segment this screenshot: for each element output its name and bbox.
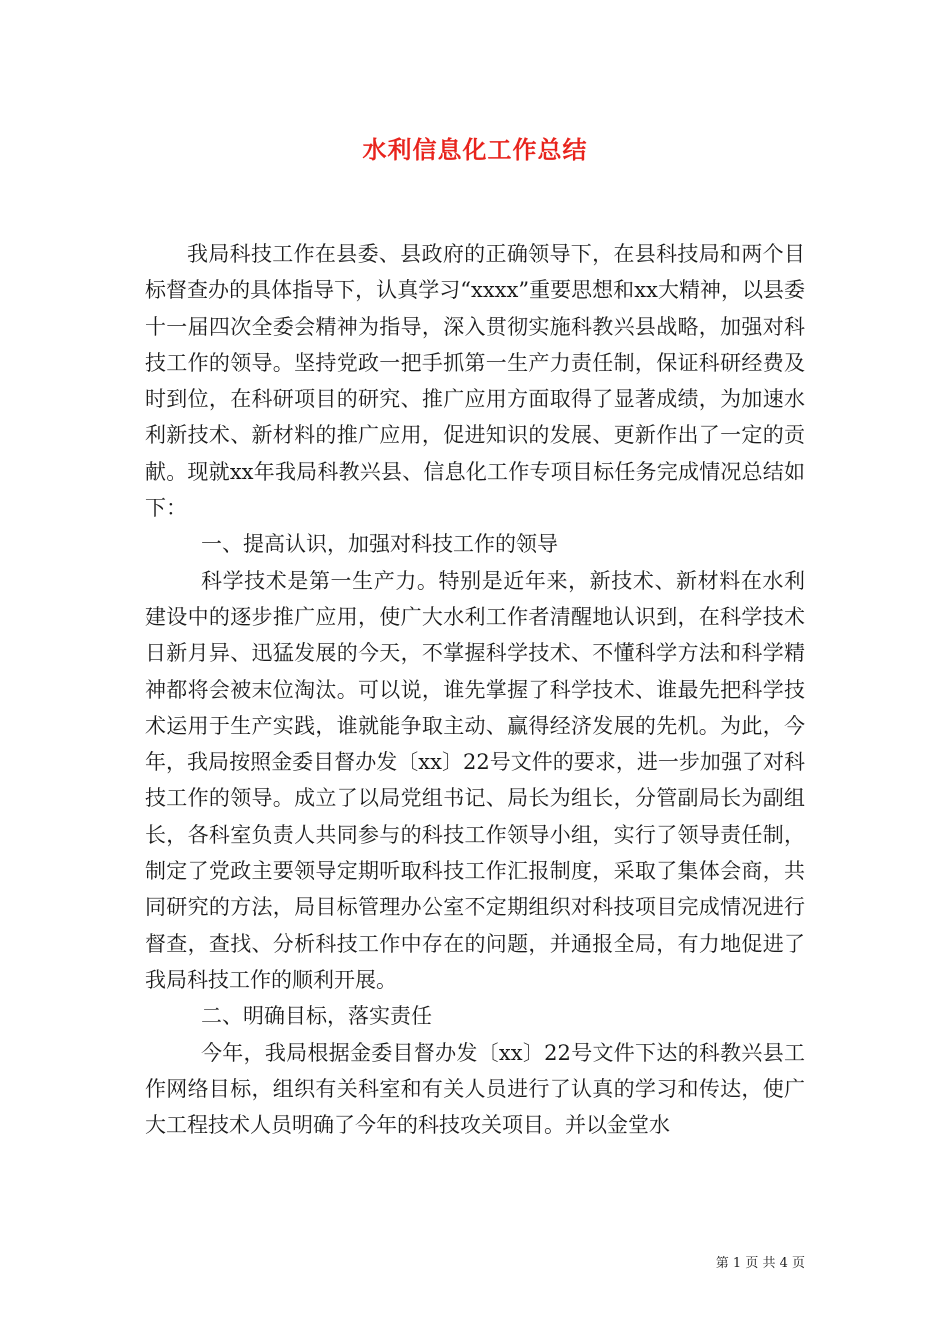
document-body bbox=[145, 236, 805, 1143]
page-number-footer: 第 1 页 共 4 页 bbox=[715, 1256, 805, 1271]
section-heading-1: 一、提高认识，加强对科技工作的领导 bbox=[201, 532, 558, 557]
section-heading-2: 二、明确目标，落实责任 bbox=[201, 1004, 432, 1029]
paragraph-intro: 我局科技工作在县委、县政府的正确领导下，在县科技局和两个目标督查办的具体指导下，认真学习“xxxx”重要思想和xx大精神，以县委十一届四次全委会精神为指导，深入贯彻实施科教兴县战略，加强对科技工作的领导。坚持党政一把手抓第一生产力责任制，保证科研经费及时到位，在科研项目的研究、推广应用方面取得了显著成绩，为加速水利新技术、新材料的推广应用，促进知识的发展、更新作出了一定的贡献。现就xx年我局科教兴县、信息化工作专项目标任务完成情况总结如下： bbox=[145, 242, 805, 521]
paragraph-section-1: 科学技术是第一生产力。特别是近年来，新技术、新材料在水利建设中的逐步推广应用，使广大水利工作者清醒地认识到，在科学技术日新月异、迅猛发展的今天，不掌握科学技术、不懂科学方法和科学精神都将会被末位淘汰。可以说，谁先掌握了科学技术、谁最先把科学技术运用于生产实践，谁就能争取主动、赢得经济发展的先机。为此，今年，我局按照金委目督办发〔xx〕22号文件的要求，进一步加强了对科技工作的领导。成立了以局党组书记、局长为组长，分管副局长为副组长，各科室负责人共同参与的科技工作领导小组，实行了领导责任制，制定了党政主要领导定期听取科技工作汇报制度，采取了集体会商，共同研究的方法，局目标管理办公室不定期组织对科技项目完成情况进行督查，查找、分析科技工作中存在的问题，并通报全局，有力地促进了我局科技工作的顺利开展。 bbox=[145, 568, 805, 992]
document-title: 水利信息化工作总结 bbox=[362, 136, 588, 164]
paragraph-section-2: 今年，我局根据金委目督办发〔xx〕22号文件下达的科教兴县工作网络目标，组织有关科室和有关人员进行了认真的学习和传达，使广大工程技术人员明确了今年的科技攻关项目。并以金堂水 bbox=[145, 1040, 805, 1138]
